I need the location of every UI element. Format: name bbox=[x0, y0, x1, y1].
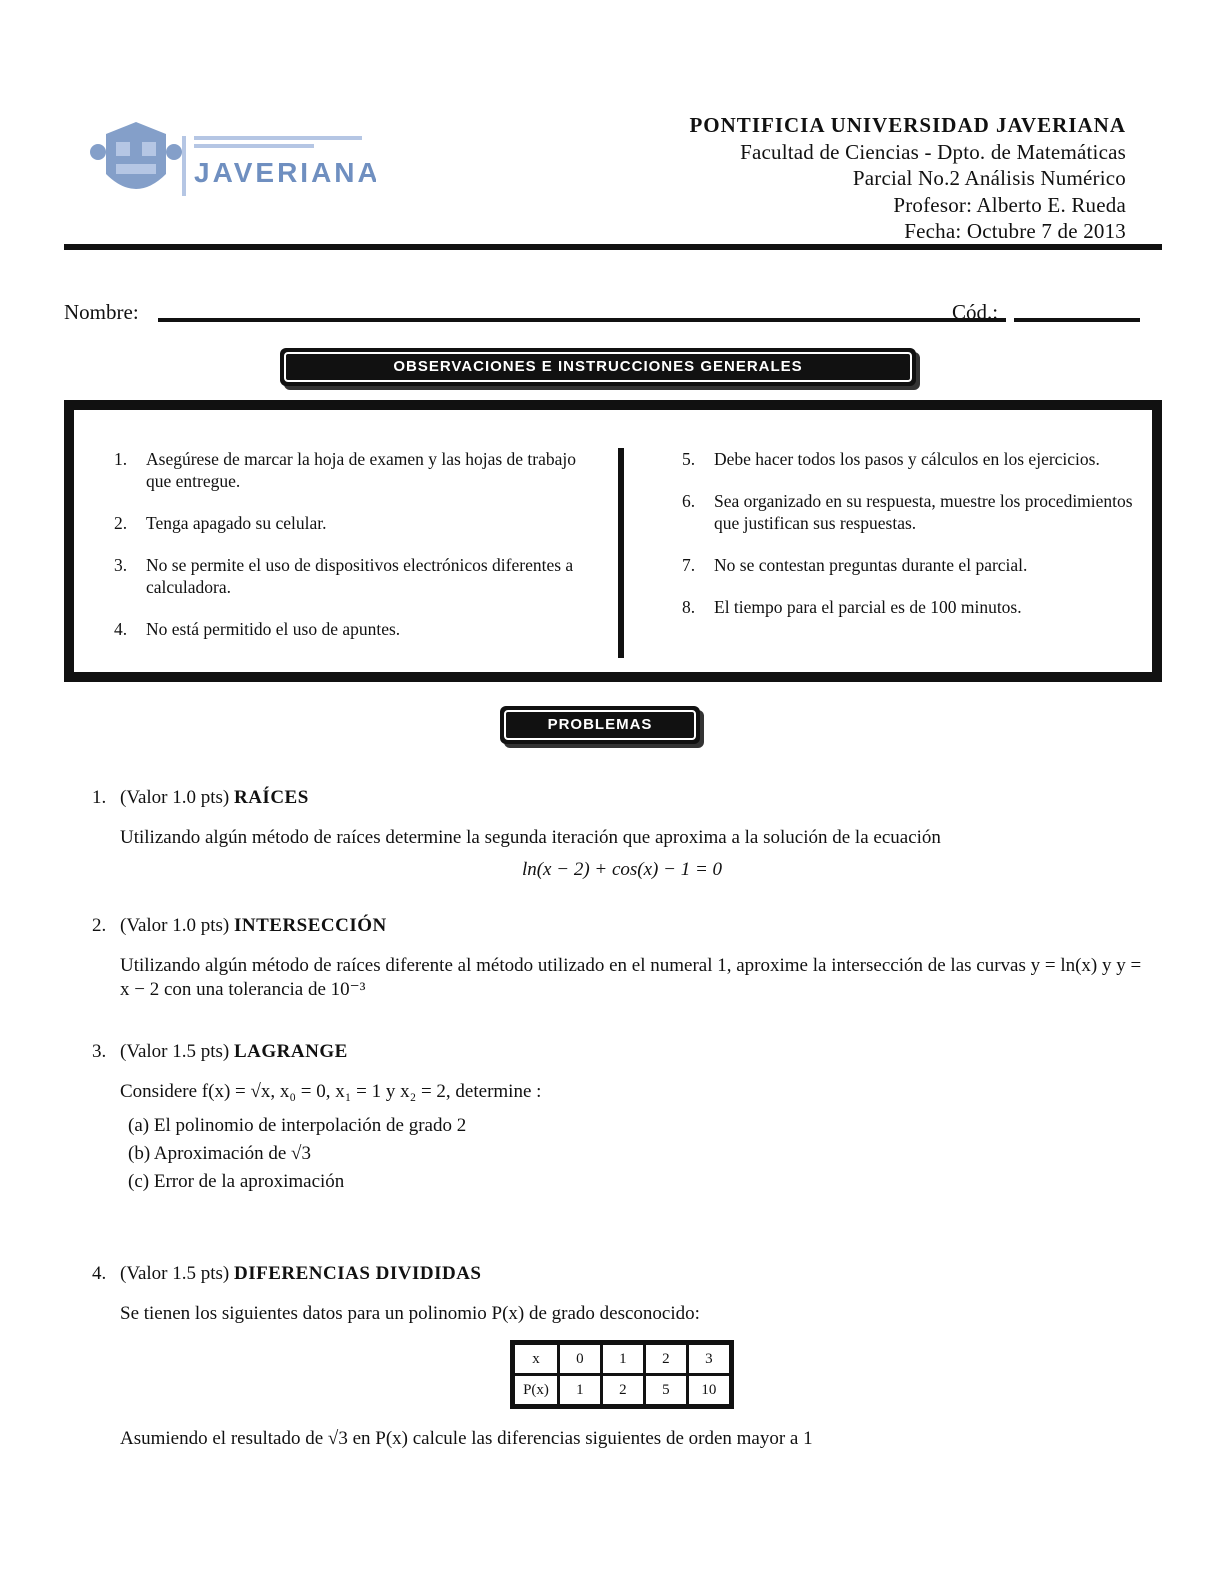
table-cell: P(x) bbox=[513, 1375, 559, 1407]
table-cell: 10 bbox=[687, 1375, 731, 1407]
table-cell: 3 bbox=[687, 1343, 731, 1375]
table-cell: 1 bbox=[601, 1343, 644, 1375]
instructions-right bbox=[682, 448, 1142, 638]
header-faculty: Facultad de Ciencias - Dpto. de Matemáticas bbox=[740, 139, 1126, 164]
problem-body: Utilizando algún método de raíces determine la segunda iteración que aproxima a la solución de la ecuación bbox=[120, 827, 941, 848]
instruction-item: 4. No está permitido el uso de apuntes. bbox=[114, 619, 401, 639]
university-logo bbox=[86, 112, 376, 212]
problem-1 bbox=[92, 786, 1152, 882]
subitem: (a) El polinomio de interpolación de grado 2 bbox=[128, 1115, 467, 1136]
problem-subitems bbox=[128, 1114, 1152, 1194]
header-date: Fecha: Octubre 7 de 2013 bbox=[904, 219, 1126, 243]
id-label: Cód.: bbox=[952, 300, 999, 324]
subitem: (b) Aproximación de √3 bbox=[128, 1143, 311, 1164]
problem-body: Considere f(x) = √x, x₀ = 0, x₁ = 1 y x₂ = 2, determine : bbox=[120, 1081, 542, 1102]
problems-heading: PROBLEMAS bbox=[500, 706, 700, 744]
problem-body: Se tienen los siguientes datos para un polinomio P(x) de grado desconocido: bbox=[120, 1303, 700, 1324]
table-cell: 0 bbox=[558, 1343, 601, 1375]
problem-4 bbox=[92, 1262, 1152, 1451]
exam-header bbox=[689, 112, 1126, 245]
problem-title: 1. (Valor 1.0 pts) RAÍCES bbox=[92, 787, 309, 808]
data-table bbox=[510, 1340, 734, 1409]
instruction-item: 5. Debe hacer todos los pasos y cálculos en los ejercicios. bbox=[682, 449, 1100, 469]
name-line[interactable] bbox=[158, 318, 1006, 322]
instruction-item: 8. El tiempo para el parcial es de 100 minutos. bbox=[682, 597, 1022, 617]
problem-title: 3. (Valor 1.5 pts) LAGRANGE bbox=[92, 1041, 348, 1062]
problem-body: Utilizando algún método de raíces diferente al método utilizado en el numeral 1, aproxime la intersección de las curvas y = ln(x) y y = x − 2 con una tolerancia de 10⁻³ bbox=[120, 955, 1142, 1000]
table-cell: 2 bbox=[601, 1375, 644, 1407]
instruction-item: 1. Asegúrese de marcar la hoja de examen y las hojas de trabajo que entregue. bbox=[114, 449, 577, 491]
header-university: PONTIFICIA UNIVERSIDAD JAVERIANA bbox=[689, 113, 1126, 137]
instructions-left bbox=[114, 448, 584, 660]
instructions-box bbox=[64, 400, 1162, 682]
table-row bbox=[513, 1375, 732, 1407]
table-cell: 5 bbox=[644, 1375, 687, 1407]
id-line[interactable] bbox=[1014, 318, 1140, 322]
problem-2 bbox=[92, 914, 1152, 1002]
instructions-heading: OBSERVACIONES E INSTRUCCIONES GENERALES bbox=[280, 348, 916, 386]
instruction-item: 3. No se permite el uso de dispositivos electrónicos diferentes a calculadora. bbox=[114, 555, 574, 597]
student-info-row bbox=[64, 300, 1144, 330]
subitem: (c) Error de la aproximación bbox=[128, 1171, 345, 1192]
header-rule bbox=[64, 244, 1162, 250]
problem-title: 4. (Valor 1.5 pts) DIFERENCIAS DIVIDIDAS bbox=[92, 1263, 482, 1284]
header-professor: Profesor: Alberto E. Rueda bbox=[893, 192, 1126, 217]
table-cell: x bbox=[513, 1343, 559, 1375]
problem-3 bbox=[92, 1040, 1152, 1198]
table-cell: 2 bbox=[644, 1343, 687, 1375]
instruction-item: 2. Tenga apagado su celular. bbox=[114, 513, 327, 533]
table-row bbox=[513, 1343, 732, 1375]
instructions-divider bbox=[618, 448, 624, 658]
problem-equation: ln(x − 2) + cos(x) − 1 = 0 bbox=[521, 859, 723, 880]
problem-title: 2. (Valor 1.0 pts) INTERSECCIÓN bbox=[92, 915, 387, 936]
name-label: Nombre: bbox=[64, 300, 139, 324]
instruction-item: 7. No se contestan preguntas durante el parcial. bbox=[682, 555, 1028, 575]
problem-footer: Asumiendo el resultado de √3 en P(x) calcule las diferencias siguientes de orden mayor a 1 bbox=[120, 1428, 813, 1449]
logo-wordmark: JAVERIANA bbox=[194, 157, 376, 188]
header-exam: Parcial No.2 Análisis Numérico bbox=[852, 166, 1126, 190]
table-cell: 1 bbox=[558, 1375, 601, 1407]
instruction-item: 6. Sea organizado en su respuesta, muestre los procedimientos que justifican sus respuestas. bbox=[682, 491, 1133, 533]
